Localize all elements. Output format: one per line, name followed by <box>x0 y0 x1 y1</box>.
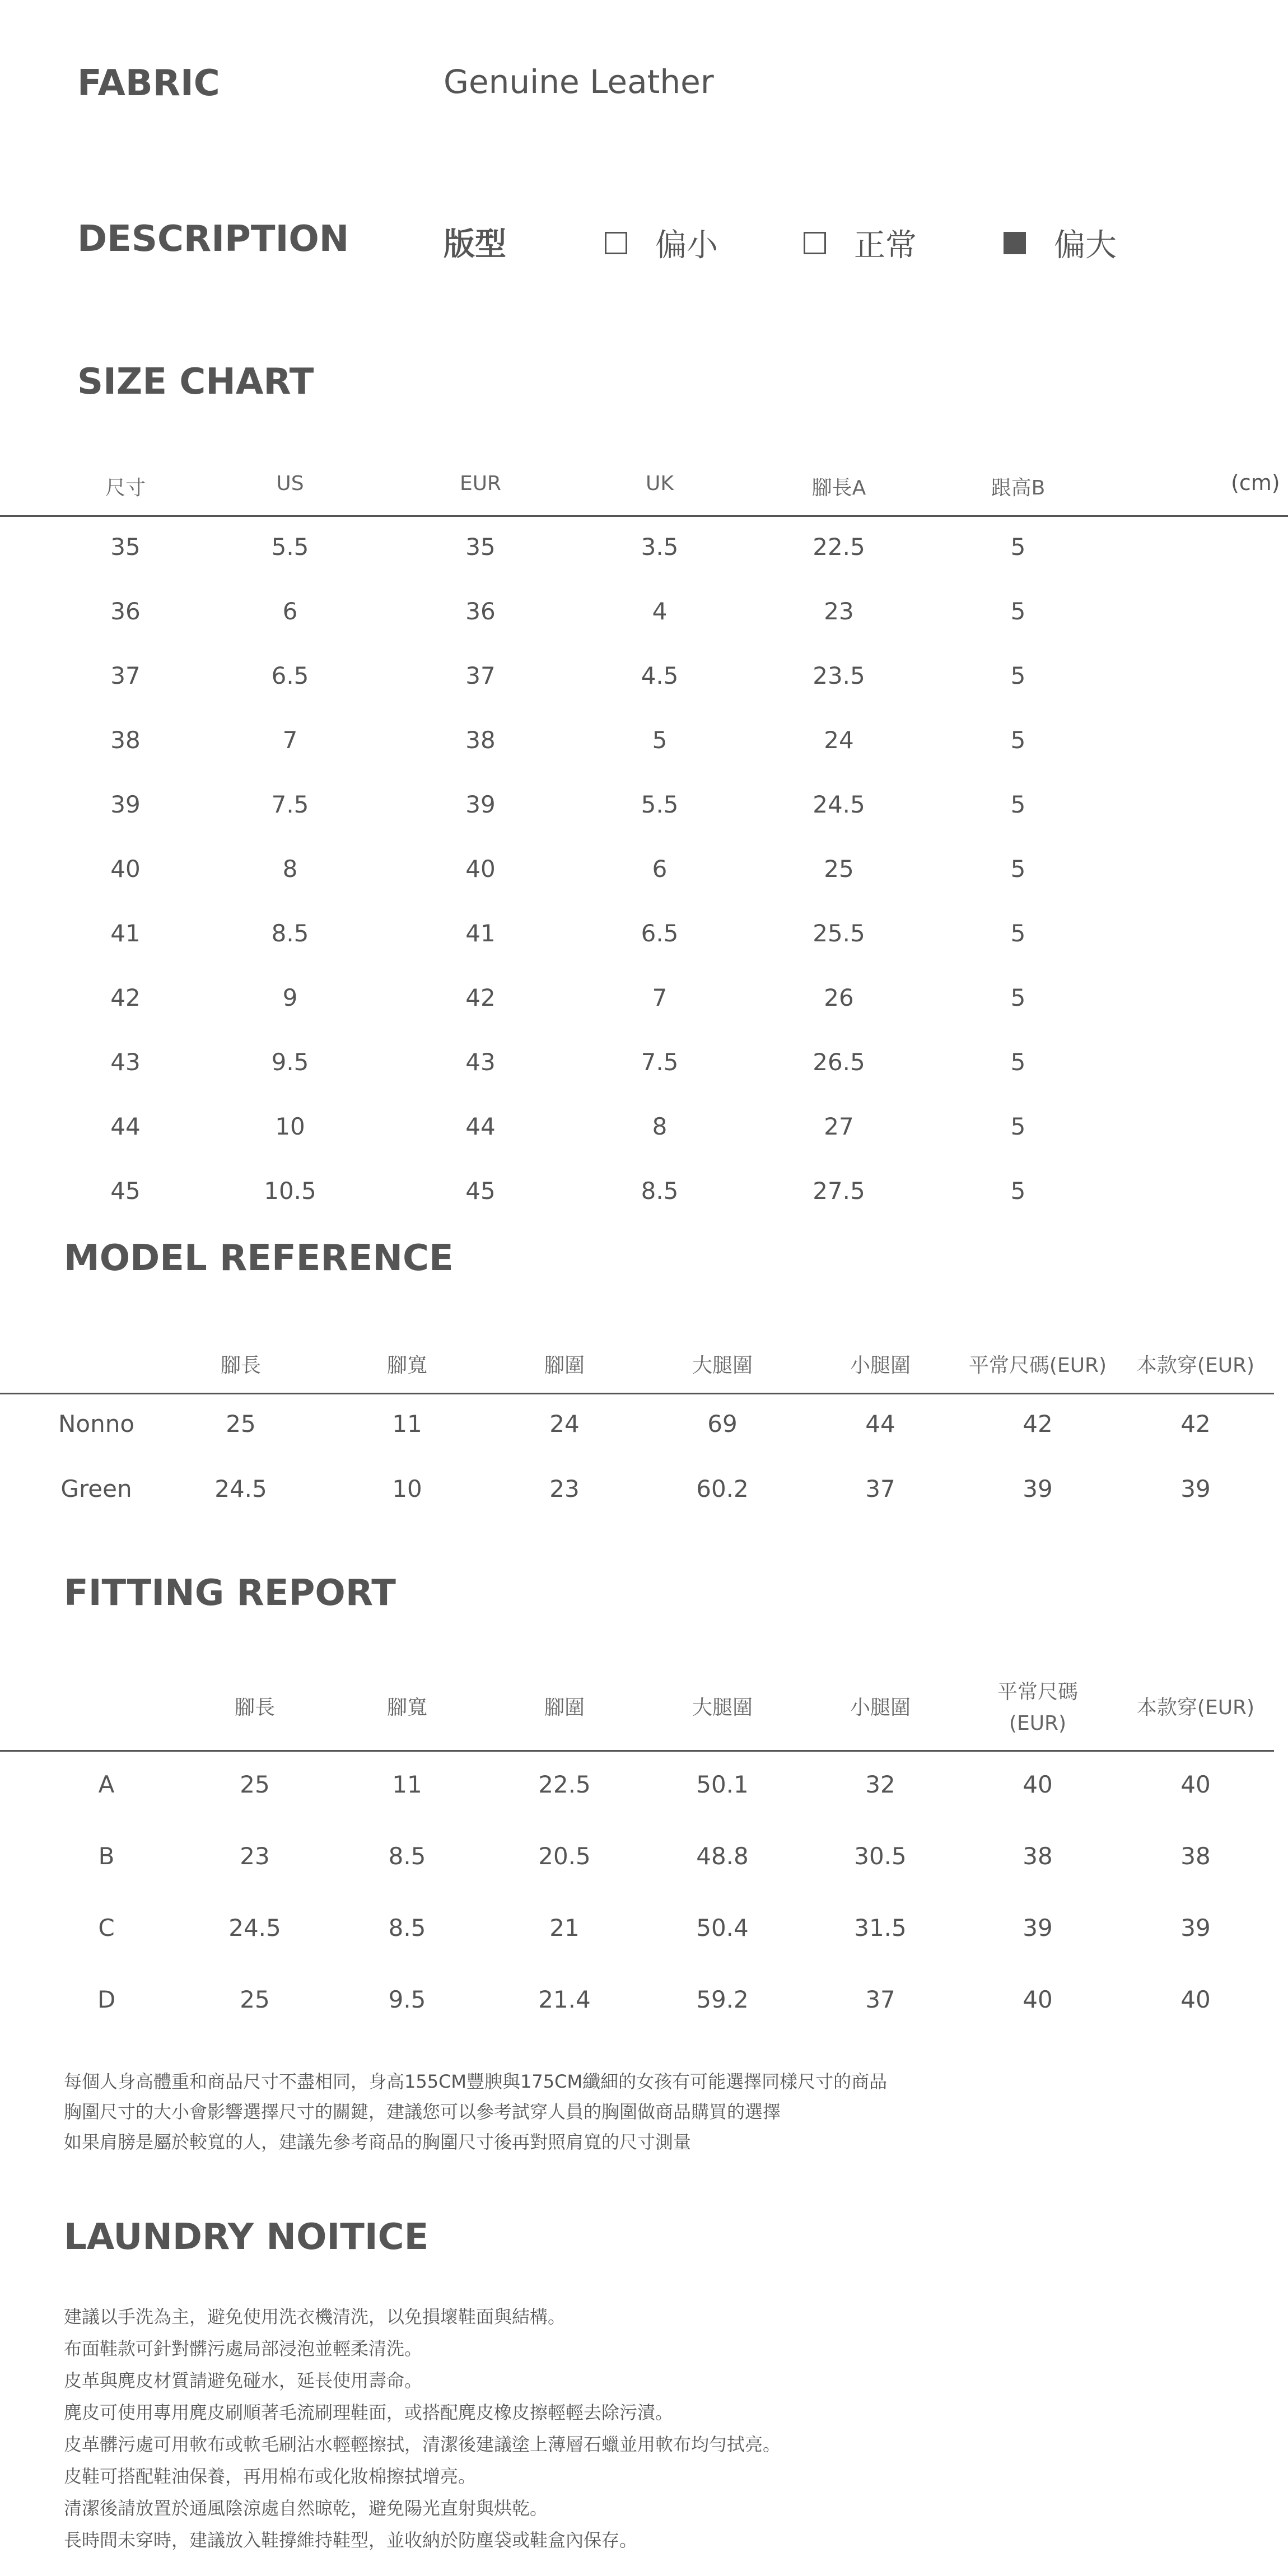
table-cell: 25 <box>240 1771 270 1798</box>
table-cell: 27 <box>824 1113 854 1140</box>
fitting-report-header: 大腿圍 <box>692 1696 753 1719</box>
table-cell: 5 <box>652 726 668 754</box>
table-cell: 39 <box>1023 1914 1053 1942</box>
table-cell: 9.5 <box>271 1048 309 1076</box>
table-cell: 24.5 <box>214 1475 267 1502</box>
table-cell: 8 <box>652 1113 668 1140</box>
table-cell: 25.5 <box>813 920 865 947</box>
table-cell: 23 <box>824 598 854 625</box>
empty-box-icon <box>605 232 627 254</box>
fitting-report-title: FITTING REPORT <box>64 1572 396 1614</box>
table-cell: 50.1 <box>696 1771 749 1798</box>
table-cell: 24 <box>549 1410 580 1438</box>
table-cell: 38 <box>465 726 496 754</box>
table-cell: 5.5 <box>271 533 309 561</box>
table-cell: 38 <box>110 726 141 754</box>
model-reference-header: 腳圍 <box>544 1354 585 1377</box>
size-chart-header: 腳長A <box>811 477 866 500</box>
laundry-line: 皮革與麂皮材質請避免碰水，延長使用壽命。 <box>64 2370 423 2391</box>
table-cell: 10 <box>392 1475 422 1502</box>
table-cell: 39 <box>465 791 496 818</box>
size-chart-title: SIZE CHART <box>77 361 314 403</box>
table-cell: 7.5 <box>271 791 309 818</box>
table-cell: 11 <box>392 1410 422 1438</box>
table-cell: 44 <box>865 1410 895 1438</box>
table-cell: 23 <box>240 1842 270 1870</box>
table-cell: 24.5 <box>813 791 865 818</box>
fitting-report-header: 平常尺碼 (EUR) <box>997 1681 1079 1735</box>
table-cell: 5 <box>1010 662 1026 689</box>
table-cell: 5 <box>1010 1048 1026 1076</box>
table-cell: 42 <box>465 984 496 1011</box>
description-title: DESCRIPTION <box>77 218 349 260</box>
table-cell: 40 <box>1023 1771 1053 1798</box>
size-chart-header: 跟高B <box>991 477 1046 500</box>
size-chart-header-rule <box>0 515 1288 517</box>
table-cell: 21 <box>549 1914 580 1942</box>
fit-option-2 <box>804 221 917 265</box>
table-cell: Green <box>60 1475 132 1502</box>
table-cell: 6.5 <box>271 662 309 689</box>
table-cell: 40 <box>1023 1986 1053 2013</box>
table-cell: C <box>98 1914 115 1942</box>
table-cell: 5.5 <box>641 791 679 818</box>
table-cell: 39 <box>110 791 141 818</box>
table-cell: 41 <box>110 920 141 947</box>
table-cell: 24 <box>824 726 854 754</box>
laundry-line: 皮革髒污處可用軟布或軟毛刷沾水輕輕擦拭，清潔後建議塗上薄層石蠟並用軟布均勻拭亮。 <box>64 2434 781 2455</box>
model-reference-header: 本款穿(EUR) <box>1136 1354 1255 1377</box>
table-cell: 11 <box>392 1771 422 1798</box>
table-cell: 6.5 <box>641 920 679 947</box>
table-cell: 44 <box>110 1113 141 1140</box>
laundry-line: 長時間未穿時，建議放入鞋撐維持鞋型，並收納於防塵袋或鞋盒內保存。 <box>64 2530 638 2551</box>
table-cell: 7 <box>282 726 298 754</box>
fit-option-1 <box>605 221 718 265</box>
table-cell: 8.5 <box>641 1177 679 1205</box>
table-cell: 60.2 <box>696 1475 749 1502</box>
table-cell: 25 <box>824 855 854 883</box>
table-cell: 38 <box>1180 1842 1211 1870</box>
table-cell: 69 <box>707 1410 738 1438</box>
fitting-note: 胸圍尺寸的大小會影響選擇尺寸的關鍵，建議您可以參考試穿人員的胸圍做商品購買的選擇 <box>64 2101 781 2122</box>
laundry-line: 布面鞋款可針對髒污處局部浸泡並輕柔清洗。 <box>64 2338 423 2359</box>
laundry-line: 建議以手洗為主，避免使用洗衣機清洗，以免損壞鞋面與結構。 <box>64 2306 566 2327</box>
table-cell: 5 <box>1010 1177 1026 1205</box>
table-cell: 50.4 <box>696 1914 749 1942</box>
checked-box-icon <box>1004 232 1026 254</box>
table-cell: 5 <box>1010 791 1026 818</box>
fabric-value: Genuine Leather <box>444 63 714 101</box>
table-cell: 45 <box>110 1177 141 1205</box>
table-cell: 6 <box>652 855 668 883</box>
table-cell: D <box>97 1986 116 2013</box>
table-cell: 39 <box>1180 1914 1211 1942</box>
table-cell: 40 <box>1180 1771 1211 1798</box>
fitting-report-header: 本款穿(EUR) <box>1136 1696 1255 1719</box>
table-cell: 10 <box>275 1113 305 1140</box>
table-cell: 41 <box>465 920 496 947</box>
fabric-title: FABRIC <box>77 63 220 104</box>
table-cell: 8.5 <box>388 1914 426 1942</box>
table-cell: 37 <box>465 662 496 689</box>
table-cell: 5 <box>1010 598 1026 625</box>
table-cell: 8.5 <box>271 920 309 947</box>
table-cell: 25 <box>226 1410 256 1438</box>
model-reference-header-rule <box>0 1393 1274 1394</box>
fitting-report-header: 腳圍 <box>544 1696 585 1719</box>
table-cell: 5 <box>1010 855 1026 883</box>
table-cell: 37 <box>865 1475 895 1502</box>
fit-option-3 <box>1004 221 1117 265</box>
laundry-line: 皮鞋可搭配鞋油保養，再用棉布或化妝棉擦拭增亮。 <box>64 2466 477 2487</box>
table-cell: 40 <box>1180 1986 1211 2013</box>
table-cell: 5 <box>1010 920 1026 947</box>
table-cell: 4 <box>652 598 668 625</box>
size-chart-header: UK <box>646 472 674 495</box>
table-cell: 5 <box>1010 726 1026 754</box>
table-cell: A <box>98 1771 115 1798</box>
table-cell: 23 <box>549 1475 580 1502</box>
table-cell: 9.5 <box>388 1986 426 2013</box>
table-cell: 59.2 <box>696 1986 749 2013</box>
laundry-line: 清潔後請放置於通風陰涼處自然晾乾，避免陽光直射與烘乾。 <box>64 2498 548 2519</box>
table-cell: 42 <box>1180 1410 1211 1438</box>
size-chart-unit: (cm) <box>1231 470 1280 495</box>
fitting-report-header: 小腿圍 <box>850 1696 911 1719</box>
laundry-line: 麂皮可使用專用麂皮刷順著毛流刷理鞋面，或搭配麂皮橡皮擦輕輕去除污漬。 <box>64 2402 674 2423</box>
table-cell: 4.5 <box>641 662 679 689</box>
table-cell: 20.5 <box>538 1842 591 1870</box>
table-cell: 32 <box>865 1771 895 1798</box>
fitting-report-header: 腳長 <box>234 1696 276 1719</box>
table-cell: 3.5 <box>641 533 679 561</box>
table-cell: 38 <box>1023 1842 1053 1870</box>
table-cell: 7.5 <box>641 1048 679 1076</box>
table-cell: 5 <box>1010 984 1026 1011</box>
size-chart-header: EUR <box>459 472 502 495</box>
table-cell: 8.5 <box>388 1842 426 1870</box>
table-cell: 8 <box>282 855 298 883</box>
model-reference-header: 小腿圍 <box>850 1354 911 1377</box>
table-cell: 6 <box>282 598 298 625</box>
size-chart-header: 尺寸 <box>105 477 146 500</box>
table-cell: 27.5 <box>813 1177 865 1205</box>
table-cell: 48.8 <box>696 1842 749 1870</box>
table-cell: 5 <box>1010 1113 1026 1140</box>
table-cell: 23.5 <box>813 662 865 689</box>
fit-option-label: 偏大 <box>1054 227 1117 264</box>
table-cell: 44 <box>465 1113 496 1140</box>
table-cell: 36 <box>465 598 496 625</box>
table-cell: 25 <box>240 1986 270 2013</box>
table-cell: 5 <box>1010 533 1026 561</box>
laundry-title: LAUNDRY NOITICE <box>64 2216 429 2258</box>
table-cell: 9 <box>282 984 298 1011</box>
model-reference-title: MODEL REFERENCE <box>64 1238 454 1279</box>
fitting-note: 如果肩膀是屬於較寬的人，建議先參考商品的胸圍尺寸後再對照肩寬的尺寸測量 <box>64 2131 692 2153</box>
table-cell: 42 <box>110 984 141 1011</box>
table-cell: 7 <box>652 984 668 1011</box>
table-cell: 26.5 <box>813 1048 865 1076</box>
table-cell: 35 <box>110 533 141 561</box>
table-cell: B <box>98 1842 115 1870</box>
table-cell: 42 <box>1023 1410 1053 1438</box>
table-cell: 36 <box>110 598 141 625</box>
table-cell: 43 <box>110 1048 141 1076</box>
fitting-note: 每個人身高體重和商品尺寸不盡相同，身高155CM豐腴與175CM纖細的女孩有可能選擇同樣尺寸的商品 <box>64 2071 888 2092</box>
table-cell: 40 <box>465 855 496 883</box>
table-cell: 30.5 <box>854 1842 907 1870</box>
fitting-report-header-rule <box>0 1750 1274 1752</box>
table-cell: 24.5 <box>228 1914 281 1942</box>
table-cell: 45 <box>465 1177 496 1205</box>
table-cell: 43 <box>465 1048 496 1076</box>
table-cell: 22.5 <box>813 533 865 561</box>
table-cell: 31.5 <box>854 1914 907 1942</box>
table-cell: 37 <box>865 1986 895 2013</box>
table-cell: 37 <box>110 662 141 689</box>
table-cell: 21.4 <box>538 1986 591 2013</box>
table-cell: 22.5 <box>538 1771 591 1798</box>
table-cell: 26 <box>824 984 854 1011</box>
model-reference-header: 大腿圍 <box>692 1354 753 1377</box>
model-reference-header: 腳長 <box>220 1354 262 1377</box>
fit-option-label: 正常 <box>854 227 917 264</box>
model-reference-header: 平常尺碼(EUR) <box>968 1354 1107 1377</box>
table-cell: 39 <box>1023 1475 1053 1502</box>
fit-label: 版型 <box>444 226 506 263</box>
table-cell: 40 <box>110 855 141 883</box>
size-chart-header: US <box>276 472 304 495</box>
table-cell: Nonno <box>58 1410 135 1438</box>
empty-box-icon <box>804 232 826 254</box>
fitting-report-header: 腳寬 <box>386 1696 428 1719</box>
table-cell: 35 <box>465 533 496 561</box>
table-cell: 10.5 <box>264 1177 316 1205</box>
model-reference-header: 腳寬 <box>386 1354 428 1377</box>
fit-option-label: 偏小 <box>655 227 718 264</box>
table-cell: 39 <box>1180 1475 1211 1502</box>
